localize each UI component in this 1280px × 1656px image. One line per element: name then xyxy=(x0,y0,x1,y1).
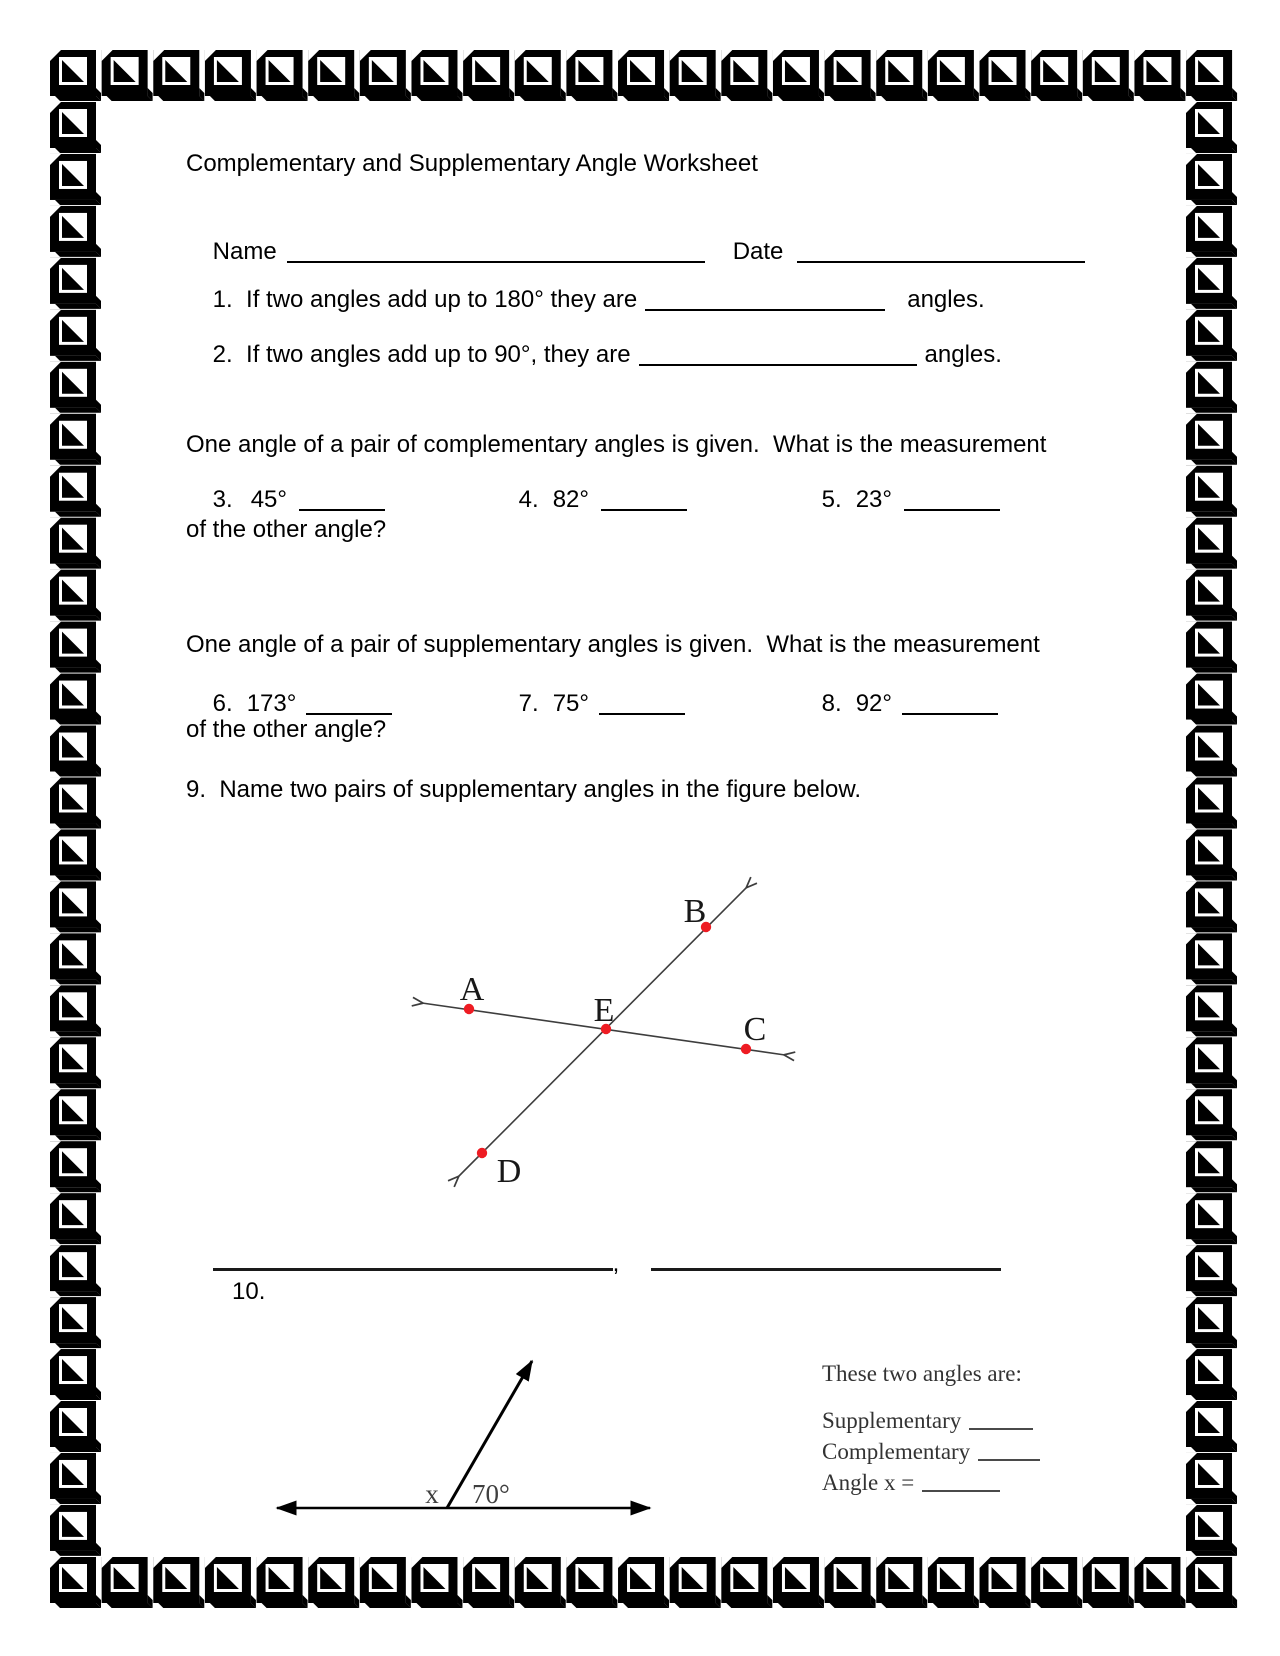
item-7-number: 7. xyxy=(518,690,539,717)
item-5-angle: 23° xyxy=(855,486,892,513)
item-8-angle: 92° xyxy=(855,690,892,717)
point-b-label: B xyxy=(683,893,707,930)
angle-70-label: 70° xyxy=(472,1479,510,1509)
item-8-number: 8. xyxy=(821,690,842,717)
point-e-label: E xyxy=(593,992,615,1029)
intersecting-lines-figure xyxy=(380,860,810,1195)
complementary-prompt-line1: One angle of a pair of complementary angles is given. What is the measurement xyxy=(186,431,1047,458)
point-a-label: A xyxy=(459,971,485,1008)
item-3-angle: 45° xyxy=(250,486,287,513)
question-9-text: 9. Name two pairs of supplementary angles in the figure below. xyxy=(186,776,862,803)
question-1-suffix: angles. xyxy=(907,286,985,313)
item-7-angle: 75° xyxy=(552,690,589,717)
question-2-text: 2. If two angles add up to 90°, they are xyxy=(212,341,631,368)
option-complementary-label: Complementary xyxy=(822,1439,971,1464)
item-4-number: 4. xyxy=(518,486,539,513)
complementary-prompt-line2: of the other angle? xyxy=(186,516,387,543)
item-3-blank xyxy=(299,491,385,511)
question-1-blank xyxy=(645,291,885,311)
question-9-answer-row xyxy=(186,1222,1001,1306)
question-2-blank xyxy=(639,346,917,366)
page-title: Complementary and Supplementary Angle Worksheet xyxy=(186,150,758,177)
item-4 xyxy=(492,458,687,542)
item-6-number: 6. xyxy=(212,690,233,717)
item-4-angle: 82° xyxy=(552,486,589,513)
question-2-suffix: angles. xyxy=(924,341,1002,368)
item-6 xyxy=(186,662,392,746)
item-7-blank xyxy=(599,695,685,715)
point-c-label: C xyxy=(743,1011,767,1048)
item-4-blank xyxy=(601,491,687,511)
item-5-number: 5. xyxy=(821,486,842,513)
item-3-number: 3. xyxy=(212,486,233,513)
option-supplementary-blank xyxy=(969,1414,1033,1430)
item-6-blank xyxy=(306,695,392,715)
item-5-blank xyxy=(904,491,1000,511)
point-d-label: D xyxy=(496,1153,522,1190)
angle-figure xyxy=(260,1340,690,1530)
supplementary-prompt-line2: of the other angle? xyxy=(186,716,387,743)
angle-x-label: x xyxy=(425,1479,439,1509)
item-3 xyxy=(186,458,385,542)
item-8-blank xyxy=(902,695,998,715)
name-label: Name xyxy=(212,238,277,265)
point-d-dot xyxy=(477,1148,487,1158)
options-heading: These two angles are: xyxy=(822,1361,1022,1386)
option-angle-x-blank xyxy=(922,1476,1000,1492)
supplementary-prompt-line1: One angle of a pair of supplementary angles is given. What is the measurement xyxy=(186,631,1040,658)
question-10-number: 10. xyxy=(232,1278,266,1305)
option-complementary-blank xyxy=(978,1445,1040,1461)
date-label: Date xyxy=(732,238,784,265)
question-9-answer-blank-2 xyxy=(651,1252,1001,1271)
question-10-options xyxy=(822,1358,1040,1498)
answer-separator: , xyxy=(612,1250,620,1277)
question-1-text: 1. If two angles add up to 180° they are xyxy=(212,286,638,313)
question-9-answer-blank-1 xyxy=(213,1252,613,1271)
option-supplementary-label: Supplementary xyxy=(822,1408,962,1433)
option-angle-x-label: Angle x = xyxy=(822,1470,915,1495)
item-6-angle: 173° xyxy=(246,690,297,717)
item-5 xyxy=(795,458,1000,542)
item-8 xyxy=(795,662,998,746)
item-7 xyxy=(492,662,685,746)
